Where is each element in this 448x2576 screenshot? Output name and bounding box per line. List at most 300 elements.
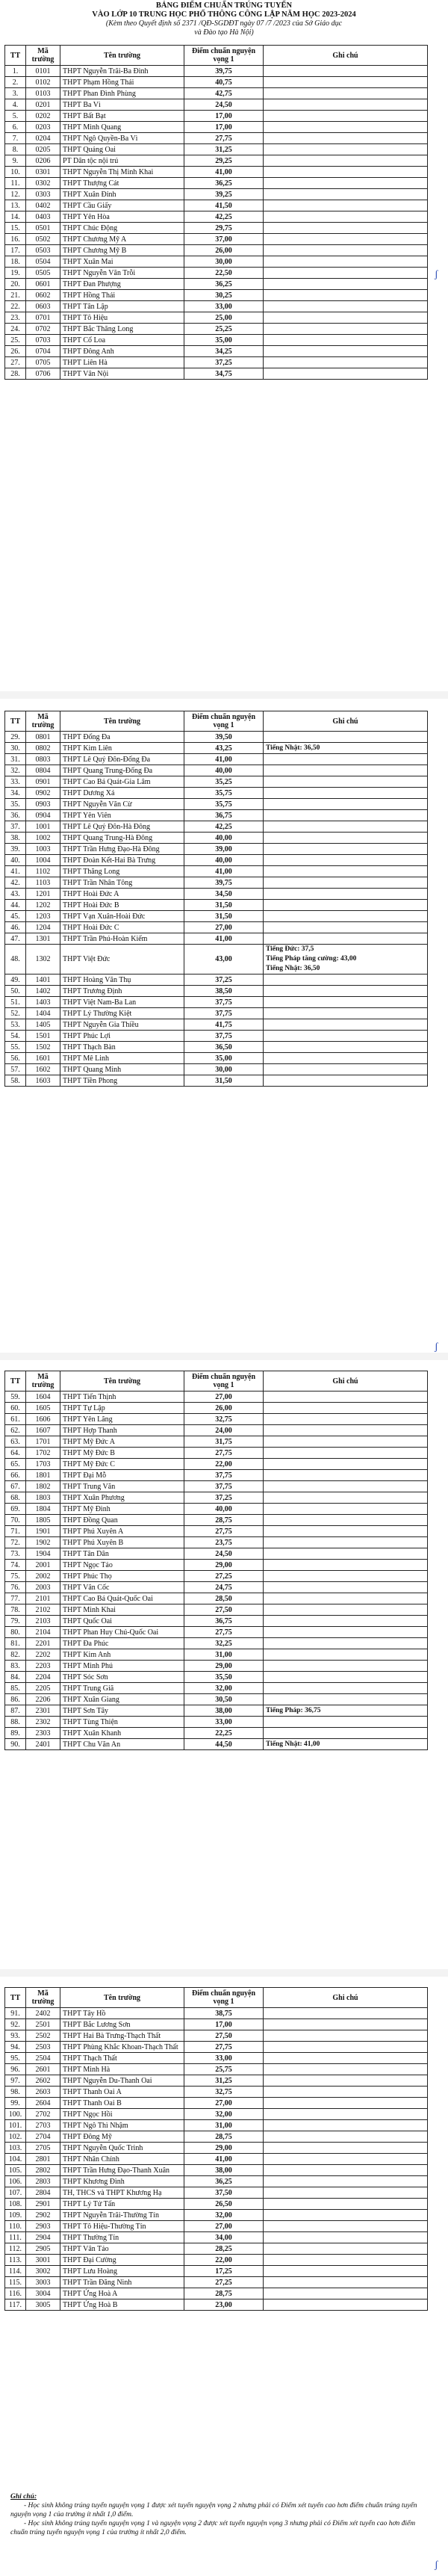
row-index: 112. [5,2243,26,2255]
page-4 [0,1977,448,2576]
school-name: THPT Đống Đa [60,732,184,743]
cutoff-score: 35,00 [184,335,264,346]
table-row [5,279,428,290]
cutoff-score: 31,00 [184,1649,264,1661]
cutoff-score: 23,00 [184,2299,264,2311]
table-row [5,933,428,945]
school-code: 2302 [26,1717,60,1728]
school-name: THPT Ứng Hoà A [60,2288,184,2299]
row-note [264,245,428,256]
row-note [264,2008,428,2019]
school-code: 2102 [26,1604,60,1616]
row-index: 80. [5,1627,26,1638]
row-index: 81. [5,1638,26,1649]
table-row [5,732,428,743]
row-index: 53. [5,1019,26,1031]
school-name: THPT Nguyễn Văn Trỗi [60,268,184,279]
cutoff-score: 35,75 [184,788,264,799]
cutoff-score: 22,00 [184,1459,264,1470]
school-code: 1604 [26,1392,60,1403]
school-code: 1601 [26,1053,60,1064]
school-code: 1402 [26,986,60,997]
table-row [5,312,428,324]
row-index: 57. [5,1064,26,1075]
row-index: 2. [5,77,26,88]
table-row [5,1560,428,1571]
school-name: THPT Phạm Hồng Thái [60,77,184,88]
school-name: THPT Hồng Thái [60,290,184,301]
note-item: - Học sinh không trúng tuyển nguyện vọng 1 được xét tuyển nguyện vọng 2 nhưng phải có Điểm xét tuyển cao hơn điểm chuẩn trúng tuyển nguyện vọng 1 của trường ít nhất 1,0 điểm. [10,2502,417,2518]
school-name: THPT Cầu Giấy [60,200,184,211]
row-note [264,2176,428,2187]
page-3 [0,1360,448,1969]
school-code: 1502 [26,1042,60,1053]
row-index: 36. [5,810,26,821]
row-index: 89. [5,1728,26,1739]
school-code: 0402 [26,200,60,211]
row-note [264,2288,428,2299]
row-note [264,368,428,380]
school-code: 3005 [26,2299,60,2311]
row-note [264,211,428,223]
school-code: 1201 [26,889,60,900]
school-code: 0205 [26,144,60,155]
school-name: THPT Chu Văn An [60,1739,184,1750]
cutoff-score: 30,25 [184,290,264,301]
school-code: 2902 [26,2210,60,2221]
school-code: 1501 [26,1031,60,1042]
cutoff-score: 41,00 [184,754,264,765]
school-name: THPT Trần Đăng Ninh [60,2277,184,2288]
school-code: 3004 [26,2288,60,2299]
row-index: 74. [5,1560,26,1571]
school-code: 1605 [26,1403,60,1414]
table-row [5,889,428,900]
table-row [5,335,428,346]
row-index: 94. [5,2042,26,2053]
row-note [264,2131,428,2143]
school-name: THPT Phúc Thọ [60,1571,184,1582]
school-code: 1004 [26,855,60,866]
table-header-row [5,1988,428,2008]
row-index: 109. [5,2210,26,2221]
table-row [5,122,428,133]
school-name: THPT Tự Lập [60,1403,184,1414]
row-note [264,1031,428,1042]
note-line: Tiếng Pháp tăng cường: 43,00 [266,955,357,963]
cutoff-score: 27,00 [184,2221,264,2232]
school-code: 0301 [26,167,60,178]
row-index: 115. [5,2277,26,2288]
table-row [5,1683,428,1694]
row-note: Tiếng Nhật: 41,00 [264,1739,428,1750]
row-note [264,844,428,855]
cutoff-score: 17,00 [184,111,264,122]
row-note [264,1504,428,1515]
school-code: 1403 [26,997,60,1008]
row-index: 78. [5,1604,26,1616]
school-code: 0503 [26,245,60,256]
notes-title: Ghi chú: [10,2493,37,2501]
school-code: 2203 [26,1661,60,1672]
school-name: THPT Chúc Động [60,223,184,234]
table-row [5,346,428,357]
table-row [5,1459,428,1470]
school-code: 2704 [26,2131,60,2143]
row-index: 39. [5,844,26,855]
school-name: THPT Thanh Oai A [60,2087,184,2098]
cutoff-score: 27,50 [184,1604,264,1616]
row-note [264,2221,428,2232]
school-code: 1603 [26,1075,60,1087]
row-index: 105. [5,2165,26,2176]
cutoff-score: 31,25 [184,2075,264,2087]
row-index: 41. [5,866,26,877]
cutoff-score: 38,00 [184,2165,264,2176]
table-row [5,2277,428,2288]
school-code: 0101 [26,66,60,77]
school-name: THPT Lê Quý Đôn-Đống Đa [60,754,184,765]
school-name: THPT Tiến Thịnh [60,1392,184,1403]
school-name: THPT Vân Tảo [60,2243,184,2255]
cutoff-score: 42,25 [184,211,264,223]
table-row [5,1616,428,1627]
school-code: 1804 [26,1504,60,1515]
school-name: THPT Bắc Thăng Long [60,324,184,335]
row-note [264,799,428,810]
note-item: - Học sinh không trúng tuyển nguyện vọng 1 và nguyện vọng 2 được xét tuyển nguyện vọng 3 nhưng phải có Điểm xét tuyển cao hơn điểm chuẩn trúng tuyển nguyện vọng 1 của trường ít nhất 2,0 điểm. [10,2520,416,2536]
row-index: 47. [5,933,26,945]
table-row [5,1661,428,1672]
cutoff-score: 40,00 [184,1504,264,1515]
cutoff-score: 31,50 [184,900,264,911]
table-row [5,1515,428,1526]
school-name: THPT Ngọc Tảo [60,1560,184,1571]
table-header-row [5,46,428,66]
table-row [5,1582,428,1593]
row-index: 96. [5,2064,26,2075]
school-code: 2703 [26,2120,60,2131]
school-code: 2206 [26,1694,60,1705]
cutoff-score: 40,00 [184,833,264,844]
school-name: THPT Minh Khai [60,1604,184,1616]
table-row [5,900,428,911]
school-code: 2501 [26,2019,60,2030]
school-code: 2502 [26,2030,60,2042]
row-note [264,1053,428,1064]
table-row [5,1403,428,1414]
row-index: 27. [5,357,26,368]
school-code: 1602 [26,1064,60,1075]
row-index: 37. [5,821,26,833]
cutoff-score: 36,50 [184,1042,264,1053]
school-code: 1606 [26,1414,60,1425]
school-name: THPT Xuân Khanh [60,1728,184,1739]
row-index: 92. [5,2019,26,2030]
school-name: THPT Chương Mỹ A [60,234,184,245]
table-row [5,2087,428,2098]
school-name: THPT Chương Mỹ B [60,245,184,256]
row-index: 11. [5,178,26,189]
cutoff-score: 34,25 [184,346,264,357]
row-note [264,866,428,877]
row-note [264,1661,428,1672]
cutoff-score: 37,75 [184,1481,264,1492]
row-note [264,1638,428,1649]
school-name: THPT Tiền Phong [60,1075,184,1087]
note-line: Tiếng Đức: 37,5 [266,945,314,953]
school-code: 0206 [26,155,60,167]
school-name: THPT Sơn Tây [60,1705,184,1717]
school-code: 0702 [26,324,60,335]
school-code: 1202 [26,900,60,911]
row-note [264,2255,428,2266]
cutoff-score: 37,50 [184,2187,264,2199]
table-row [5,754,428,765]
row-index: 90. [5,1739,26,1750]
school-code: 2803 [26,2176,60,2187]
school-name: THPT Mỹ Đức B [60,1448,184,1459]
column-header-tt: TT [5,711,26,732]
table-row [5,1075,428,1087]
row-index: 34. [5,788,26,799]
row-note [264,312,428,324]
table-row [5,178,428,189]
table-row [5,2255,428,2266]
table-row [5,2210,428,2221]
row-index: 5. [5,111,26,122]
row-note [264,1694,428,1705]
school-name: THPT Trần Hưng Đạo-Hà Đông [60,844,184,855]
row-note [264,223,428,234]
column-header-note: Ghi chú [264,1988,428,2008]
school-name: THPT Trương Định [60,986,184,997]
cutoff-score: 37,75 [184,1470,264,1481]
blue-ink-mark: ʃ [435,1341,438,1353]
cutoff-score: 28,25 [184,2243,264,2255]
school-name: THPT Hoài Đức B [60,900,184,911]
document-header [0,0,448,37]
school-code: 1702 [26,1448,60,1459]
table-row [5,810,428,821]
table-row [5,144,428,155]
table-row [5,2030,428,2042]
cutoff-score: 43,00 [184,945,264,975]
cutoff-score: 29,00 [184,1560,264,1571]
row-note [264,900,428,911]
school-name: THPT Ngô Thì Nhậm [60,2120,184,2131]
school-name: THPT Minh Hà [60,2064,184,2075]
table-row [5,1604,428,1616]
row-note [264,975,428,986]
table-row [5,1638,428,1649]
cutoff-score: 30,00 [184,1064,264,1075]
school-code: 2205 [26,1683,60,1694]
row-note [264,335,428,346]
table-row [5,788,428,799]
school-code: 1405 [26,1019,60,1031]
school-code: 2101 [26,1593,60,1604]
row-note [264,279,428,290]
row-index: 85. [5,1683,26,1694]
table-row [5,2042,428,2053]
cutoff-score: 30,50 [184,1694,264,1705]
row-note [264,1616,428,1627]
column-header-ma: Mã trường [26,46,60,66]
school-code: 2601 [26,2064,60,2075]
row-index: 12. [5,189,26,200]
school-name: THPT Dương Xá [60,788,184,799]
row-index: 25. [5,335,26,346]
cutoff-score: 33,00 [184,301,264,312]
school-name: THPT Tùng Thiện [60,1717,184,1728]
school-name: THPT Hoài Đức A [60,889,184,900]
cutoff-score: 17,25 [184,2266,264,2277]
row-note [264,2120,428,2131]
row-index: 106. [5,2176,26,2187]
column-header-tt: TT [5,46,26,66]
school-code: 2303 [26,1728,60,1739]
row-note [264,2053,428,2064]
school-name: THPT Thăng Long [60,866,184,877]
school-code: 0706 [26,368,60,380]
table-row [5,844,428,855]
school-code: 0201 [26,99,60,111]
cutoff-score: 41,50 [184,200,264,211]
cutoff-score: 31,75 [184,1436,264,1448]
row-index: 40. [5,855,26,866]
school-name: THPT Vân Cốc [60,1582,184,1593]
column-header-note: Ghi chú [264,711,428,732]
column-header-ma: Mã trường [26,711,60,732]
table-row [5,223,428,234]
row-index: 3. [5,88,26,99]
school-name: THPT Lý Thường Kiệt [60,1008,184,1019]
cutoff-score: 22,50 [184,268,264,279]
row-note [264,1019,428,1031]
table-row [5,1694,428,1705]
school-name: THPT Phùng Khắc Khoan-Thạch Thất [60,2042,184,2053]
school-name: THPT Trần Phú-Hoàn Kiếm [60,933,184,945]
cutoff-score: 37,75 [184,997,264,1008]
row-note [264,1649,428,1661]
school-code: 0501 [26,223,60,234]
row-index: 22. [5,301,26,312]
cutoff-score: 28,75 [184,2131,264,2143]
school-code: 1404 [26,1008,60,1019]
school-code: 0303 [26,189,60,200]
school-name: PT Dân tộc nội trú [60,155,184,167]
cutoff-score: 39,00 [184,844,264,855]
table-row [5,1537,428,1548]
row-index: 79. [5,1616,26,1627]
table-row [5,200,428,211]
cutoff-score: 23,75 [184,1537,264,1548]
cutoff-score: 32,00 [184,1683,264,1694]
row-note [264,256,428,268]
table-row [5,877,428,889]
row-index: 77. [5,1593,26,1604]
school-code: 0603 [26,301,60,312]
cutoff-score: 27,00 [184,2098,264,2109]
school-code: 2201 [26,1638,60,1649]
cutoff-score: 42,25 [184,821,264,833]
row-note [264,2210,428,2221]
school-code: 1902 [26,1537,60,1548]
row-index: 93. [5,2030,26,2042]
table-row [5,234,428,245]
cutoff-score: 36,25 [184,2176,264,2187]
row-index: 110. [5,2221,26,2232]
cutoff-score: 33,00 [184,2053,264,2064]
row-index: 114. [5,2266,26,2277]
table-row [5,368,428,380]
cutoff-score: 22,25 [184,1728,264,1739]
school-code: 1001 [26,821,60,833]
cutoff-score: 40,75 [184,77,264,88]
school-name: THPT Tân Dân [60,1548,184,1560]
school-name: THPT Tô Hiệu [60,312,184,324]
row-note [264,1425,428,1436]
table-row [5,2199,428,2210]
school-name: THPT Đoàn Kết-Hai Bà Trưng [60,855,184,866]
row-index: 24. [5,324,26,335]
row-index: 54. [5,1031,26,1042]
school-code: 0802 [26,743,60,754]
row-index: 62. [5,1425,26,1436]
table-row [5,133,428,144]
table-row [5,1492,428,1504]
row-note [264,155,428,167]
school-name: THPT Bắc Lương Sơn [60,2019,184,2030]
cutoff-score: 35,75 [184,799,264,810]
row-note [264,1436,428,1448]
school-name: THPT Đa Phúc [60,1638,184,1649]
school-name: THPT Tân Lập [60,301,184,312]
cutoff-score: 27,75 [184,1526,264,1537]
row-note [264,2019,428,2030]
table-row [5,975,428,986]
school-code: 1904 [26,1548,60,1560]
row-index: 63. [5,1436,26,1448]
row-index: 56. [5,1053,26,1064]
table-row [5,99,428,111]
row-note [264,346,428,357]
school-code: 0901 [26,776,60,788]
row-index: 84. [5,1672,26,1683]
row-note [264,1717,428,1728]
row-note [264,1008,428,1019]
school-name: THPT Khương Đình [60,2176,184,2187]
cutoff-score: 40,00 [184,855,264,866]
row-note [264,810,428,821]
cutoff-score: 31,50 [184,911,264,922]
cutoff-score: 38,50 [184,986,264,997]
table-row [5,2064,428,2075]
cutoff-score: 41,00 [184,866,264,877]
row-index: 21. [5,290,26,301]
table-row [5,997,428,1008]
row-index: 42. [5,877,26,889]
school-code: 2402 [26,2008,60,2019]
school-name: THPT Tây Hồ [60,2008,184,2019]
cutoff-score: 29,25 [184,155,264,167]
cutoff-score: 36,25 [184,178,264,189]
cutoff-score: 24,50 [184,99,264,111]
row-index: 75. [5,1571,26,1582]
column-header-note: Ghi chú [264,1371,428,1392]
table-row [5,1008,428,1019]
